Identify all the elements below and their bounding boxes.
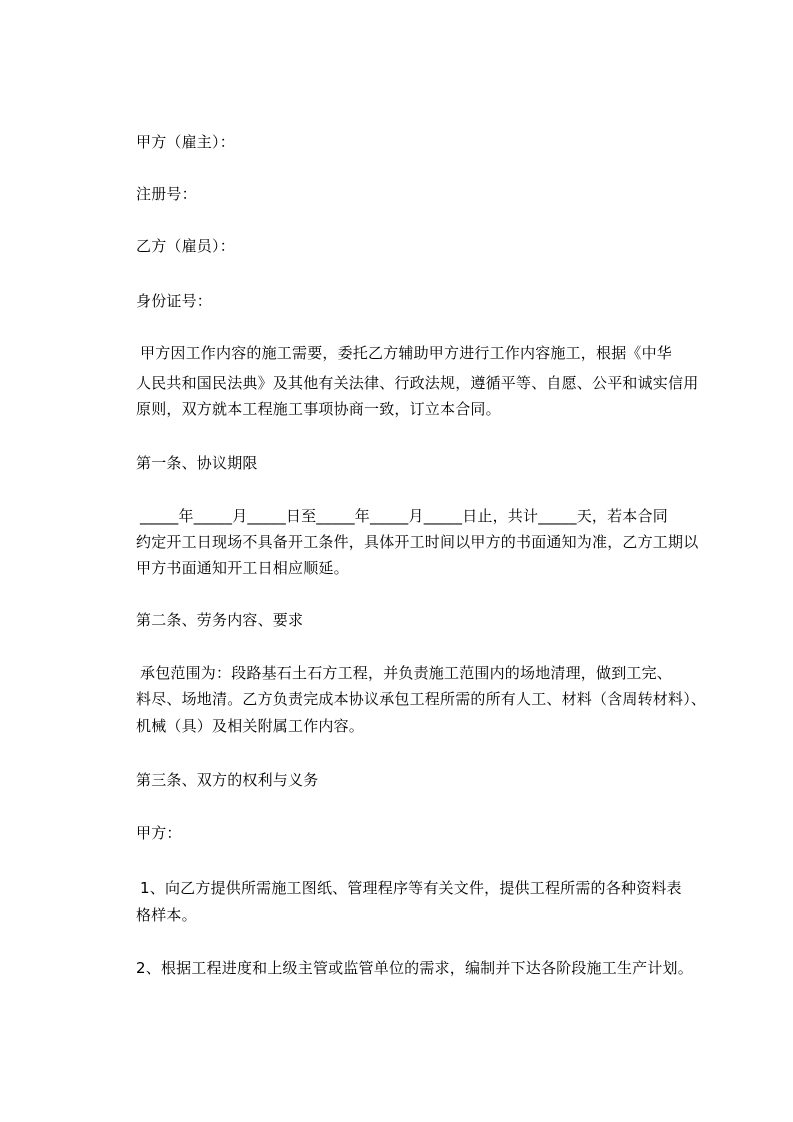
id-number-label: 身份证号： [136, 292, 213, 310]
party-a-obligations-label: 甲方： [136, 824, 182, 842]
article-1-line-2: 约定开工日现场不具备开工条件，具体开工时间以甲方的书面通知为准，乙方工期以 [136, 533, 699, 551]
article-1-line-1: _____年_____月_____日至_____年_____月_____日止，共计_____天，若本合同 [140, 507, 668, 525]
article-1-line-3: 甲方书面通知开工日相应顺延。 [136, 559, 349, 577]
article-2-line-1: 承包范围为：段路基石土石方工程，并负责施工范围内的场地清理，做到工完、 [140, 664, 673, 682]
preamble-line-3: 原则，双方就本工程施工事项协商一致，订立本合同。 [136, 400, 501, 418]
item-1-line-2: 格样本。 [136, 906, 197, 924]
article-3-title: 第三条、双方的权利与义务 [136, 771, 319, 789]
item-2-line-1: 2、根据工程进度和上级主管或监管单位的需求，编制并下达各阶段施工生产计划。 [136, 959, 693, 977]
article-2-line-2: 料尽、场地清。乙方负责完成本协议承包工程所需的所有人工、材料（含周转材料）、 [136, 690, 707, 708]
party-a-label: 甲方（雇主）： [136, 133, 235, 151]
registration-number-label: 注册号： [136, 185, 197, 203]
article-2-title: 第二条、劳务内容、要求 [136, 611, 304, 629]
item-1-line-1: 1、向乙方提供所需施工图纸、管理程序等有关文件，提供工程所需的各种资料表 [140, 879, 682, 897]
preamble-line-1: 甲方因工作内容的施工需要，委托乙方辅助甲方进行工作内容施工，根据《中华 [140, 344, 673, 362]
preamble-line-2: 人民共和国民法典》及其他有关法律、行政法规，遵循平等、自愿、公平和诚实信用 [136, 374, 699, 392]
article-1-title: 第一条、协议期限 [136, 454, 258, 472]
party-b-label: 乙方（雇员）： [136, 237, 235, 255]
article-2-line-3: 机械（具）及相关附属工作内容。 [136, 717, 365, 735]
